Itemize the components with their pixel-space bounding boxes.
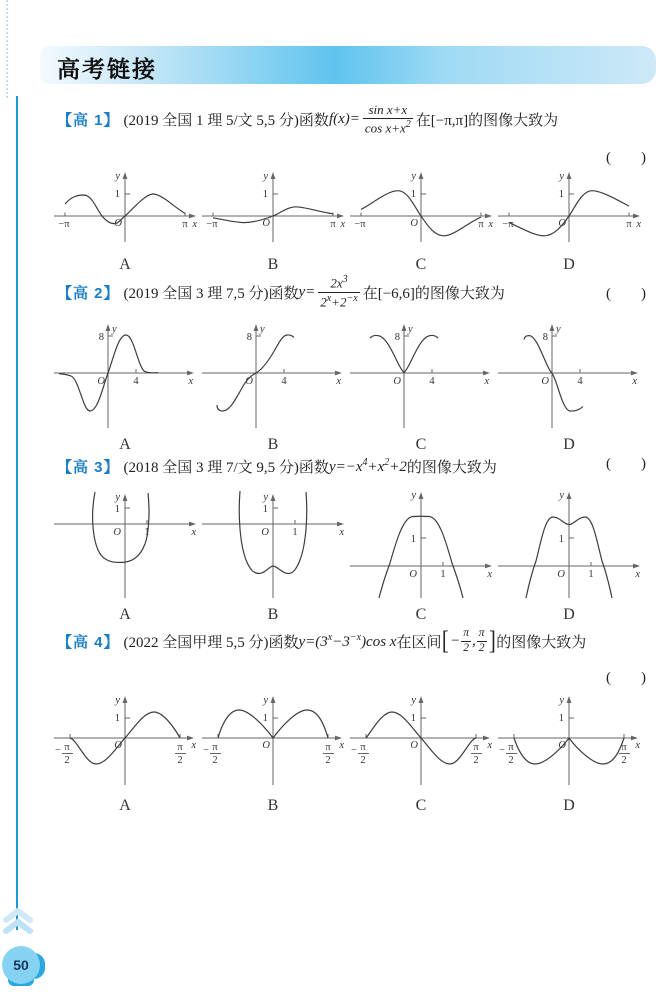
x-tick: 4 [577,376,583,387]
origin-label: O [409,569,417,580]
y-axis-label: y [263,171,268,182]
y-tick: 8 [542,332,548,343]
question-2-tag: 【高 2】 [57,284,120,302]
y-tick: 1 [114,713,120,724]
question-4-lead: (2022 全国甲理 5,5 分)函数 [123,634,299,651]
answer-blank-q2: ( ) [606,286,646,302]
left-tick-num: π [360,742,366,753]
y-tick: 1 [114,504,120,515]
y-axis-label: y [556,324,561,335]
graph-q1-a [50,166,200,274]
chevron-up-icon [1,903,35,942]
y-axis-label: y [559,490,564,501]
graph-q2-a [50,316,200,454]
question-2-fraction: $\frac{2x^3}{2^x+2^{-x}}$ [320,274,358,309]
graph-q3-c [346,486,496,624]
question-2-tail: 在[−6,6]的图像大致为 [362,285,505,302]
section-banner [40,46,656,84]
origin-label: O [410,740,418,751]
origin-label: O [114,218,122,229]
question-2-lead: (2019 全国 3 理 7,5 分)函数 [123,285,299,302]
right-tick-num: π [621,742,627,753]
y-tick: 8 [98,332,104,343]
section-title: 高考链接 [57,56,157,82]
x-tick-left: −π [206,219,218,230]
y-axis-label: y [408,324,413,335]
question-4-tag: 【高 4】 [57,633,120,651]
right-tick-den: 2 [325,755,331,766]
y-tick: 8 [394,332,400,343]
y-axis-label: y [115,492,120,503]
x-axis-label: x [636,219,641,230]
graph-q2-c [346,316,496,454]
option-label: D [563,606,575,623]
question-1-fraction: $\frac{\text{sin x+x}}{\cos x+x^2}$ [364,102,411,136]
page-number-badge [2,946,40,984]
x-tick: 4 [429,376,435,387]
right-tick-num: π [177,742,183,753]
x-axis-label: x [487,740,492,751]
graph-q3-b [198,486,348,624]
page-edge-dotted-line [6,0,8,98]
x-tick: 1 [144,527,150,538]
answer-blank-q1: ( ) [606,150,646,166]
origin-label: O [558,218,566,229]
right-tick-num: π [325,742,331,753]
left-tick-den: 2 [508,755,514,766]
graph-q2-d [494,316,644,454]
origin-label: O [558,740,566,751]
x-axis-label: x [188,376,193,387]
y-tick: 8 [246,332,252,343]
left-tick-sign: − [203,745,209,756]
origin-label: O [113,527,121,538]
x-tick: 1 [440,569,446,580]
x-axis-label: x [484,376,489,387]
origin-label: O [410,218,418,229]
question-3-lead: (2018 全国 3 理 7/文 9,5 分)函数 [123,460,329,476]
option-label: A [119,606,131,623]
x-axis-label: x [192,219,197,230]
question-3: 【高 3】 (2018 全国 3 理 7/文 9,5 分)函数 $y=-x^4+x^2+2$ 的图像大致为 [57,457,497,476]
question-1-tag: 【高 1】 [57,111,120,129]
graph-q4-a [50,690,200,815]
origin-label: O [541,376,549,387]
x-tick-right: π [478,219,484,230]
y-tick: 1 [410,189,416,200]
option-label: C [415,797,427,814]
left-tick-sign: − [351,745,357,756]
x-axis-label: x [191,740,196,751]
y-axis-label: y [115,171,120,182]
right-tick-den: 2 [621,755,627,766]
y-tick: 1 [410,534,416,545]
x-axis-label: x [635,740,640,751]
graph-q1-c [346,166,496,274]
y-tick: 1 [558,534,564,545]
left-tick-sign: − [55,745,61,756]
origin-label: O [262,218,270,229]
question-2-math: y= [298,283,316,300]
graph-q1-d [494,166,644,274]
left-tick-num: π [508,742,514,753]
question-3-tail: 的图像大致为 [406,460,497,476]
page-edge-line [16,96,18,930]
x-tick: 1 [292,527,298,538]
x-tick: 1 [588,569,594,580]
answer-blank-q3: ( ) [606,456,646,472]
y-axis-label: y [263,695,268,706]
option-label: C [415,256,427,273]
question-1 [57,102,650,137]
option-label: D [563,436,575,453]
y-tick: 1 [410,713,416,724]
graph-q3-a [50,486,200,624]
origin-label: O [393,376,401,387]
x-axis-label: x [191,527,196,538]
x-axis-label: x [487,569,492,580]
option-label: D [563,797,575,814]
option-label: B [267,256,279,273]
x-axis-label: x [635,569,640,580]
y-tick: 1 [262,189,268,200]
left-tick-sign: − [499,745,505,756]
origin-label: O [261,527,269,538]
x-axis-label: x [632,376,637,387]
right-tick-den: 2 [473,755,479,766]
origin-label: O [114,740,122,751]
question-4: 【高 4】 (2022 全国甲理 5,5 分)函数 $y=(3^x-3^{-x})\cos$ x 在区间 [ − $\frac{\pi}{2}$ , π 2 ] 的图像大致为 [57,626,587,655]
x-tick-left: −π [502,219,514,230]
left-tick-den: 2 [212,755,218,766]
option-label: A [119,436,131,453]
close-bracket: ] [488,626,496,655]
origin-label: O [97,376,105,387]
question-2 [57,274,650,310]
x-axis-label: x [336,376,341,387]
x-axis-label: x [339,527,344,538]
x-tick-left: −π [354,219,366,230]
graph-q4-b [198,690,348,815]
y-tick: 1 [558,713,564,724]
y-axis-label: y [411,171,416,182]
option-label: B [267,436,279,453]
origin-label: O [262,740,270,751]
x-tick-left: −π [58,219,70,230]
y-tick: 1 [114,189,120,200]
x-axis-label: x [340,219,345,230]
y-axis-label: y [112,324,117,335]
option-label: B [267,606,279,623]
graph-q4-c [346,690,496,815]
x-tick-right: π [182,219,188,230]
left-tick-num: π [212,742,218,753]
x-tick: 4 [133,376,139,387]
option-label: A [119,256,131,273]
x-axis-label: x [488,219,493,230]
graph-q4-d [494,690,644,815]
graph-q1-b [198,166,348,274]
left-tick-den: 2 [64,755,70,766]
left-tick-den: 2 [360,755,366,766]
y-axis-label: y [115,695,120,706]
x-tick-right: π [330,219,336,230]
question-3-tag: 【高 3】 [57,459,120,476]
y-tick: 1 [262,504,268,515]
y-axis-label: y [559,171,564,182]
y-axis-label: y [559,695,564,706]
page-number: 50 [2,946,40,984]
open-bracket: [ [442,626,450,655]
option-label: C [415,436,427,453]
y-axis-label: y [411,695,416,706]
right-tick-num: π [473,742,479,753]
answer-blank-q4: ( ) [606,670,646,686]
left-tick-num: π [64,742,70,753]
right-tick-den: 2 [177,755,183,766]
x-tick-right: π [626,219,632,230]
x-axis-label: x [339,740,344,751]
question-1-lead: (2019 全国 1 理 5/文 5,5 分)函数 [123,112,329,129]
y-tick: 1 [262,713,268,724]
graph-q3-d [494,486,644,624]
option-label: B [267,797,279,814]
origin-label: O [245,376,253,387]
y-axis-label: y [263,492,268,503]
origin-label: O [557,569,565,580]
question-4-mid: 在区间 [396,634,442,651]
y-tick: 1 [558,189,564,200]
option-label: C [415,606,427,623]
option-label: A [119,797,131,814]
x-tick: 4 [281,376,287,387]
question-1-tail: 在[−π,π]的图像大致为 [415,112,559,129]
question-4-tail: 的图像大致为 [496,634,587,651]
question-1-math: f(x)= [328,110,360,127]
y-axis-label: y [260,324,265,335]
graph-q2-b [198,316,348,454]
option-label: D [563,256,575,273]
y-axis-label: y [411,490,416,501]
